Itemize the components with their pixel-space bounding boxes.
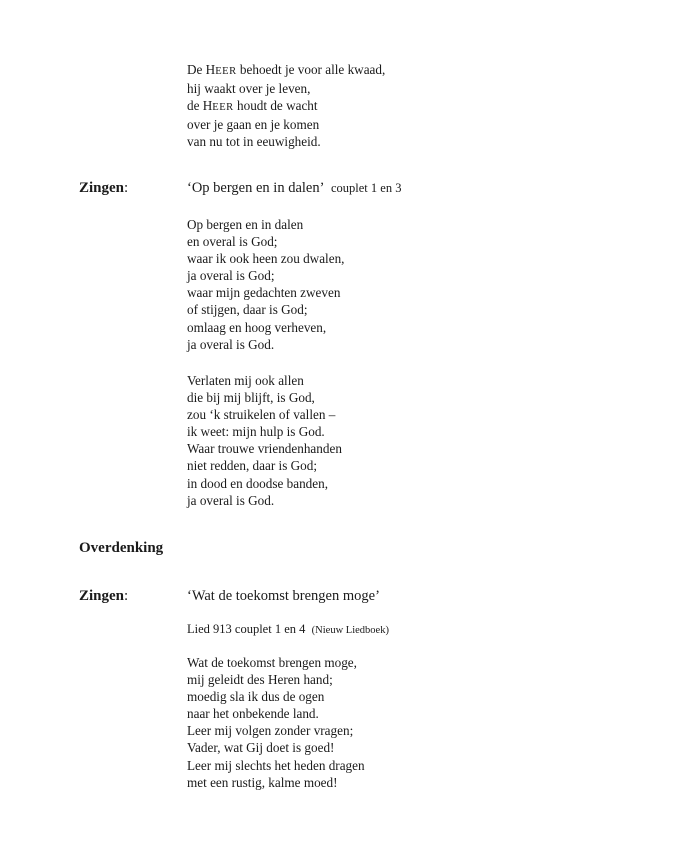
verse-line: omlaag en hoog verheven, — [187, 319, 327, 335]
verse-line: Leer mij slechts het heden dragen — [187, 757, 365, 773]
liedboek-source: (Nieuw Liedboek) — [311, 625, 389, 636]
verse-line: ja overal is God. — [187, 492, 275, 508]
verse-line: Wat de toekomst brengen moge, — [187, 655, 357, 670]
verse-line: met een rustig, kalme moed! — [187, 774, 338, 790]
song-heading-2 — [187, 588, 380, 605]
song-verse-2 — [187, 372, 342, 509]
verse-line: Waar trouwe vriendenhanden — [187, 441, 342, 457]
verse-line: en overal is God; — [187, 234, 278, 250]
song-title: ‘Op bergen en in dalen’ — [187, 180, 324, 196]
verse-line: waar mijn gedachten zweven — [187, 285, 341, 301]
verse-line: ja overal is God; — [187, 268, 275, 284]
verse-line: Verlaten mij ook allen — [187, 373, 304, 388]
psalm-line: van nu tot in eeuwigheid. — [187, 134, 321, 150]
song-verse-3 — [187, 654, 365, 791]
section-label-overdenking: Overdenking — [79, 540, 164, 556]
psalm-text — [187, 61, 385, 150]
verse-line: Op bergen en in dalen — [187, 217, 304, 232]
section-label-zingen-1: Zingen: — [79, 180, 129, 196]
verse-line: die bij mij blijft, is God, — [187, 390, 315, 406]
verse-line: Vader, wat Gij doet is goed! — [187, 740, 335, 756]
psalm-line: hij waakt over je leven, — [187, 81, 311, 97]
verse-line: moedig sla ik dus de ogen — [187, 689, 325, 705]
verse-line: of stijgen, daar is God; — [187, 302, 308, 318]
verse-line: naar het onbekende land. — [187, 706, 319, 722]
song-title: ‘Wat de toekomst brengen moge’ — [187, 588, 380, 604]
verse-line: ik weet: mijn hulp is God. — [187, 424, 325, 440]
verse-line: ja overal is God. — [187, 336, 275, 352]
song-verse-1 — [187, 216, 344, 353]
song-couplet-note: couplet 1 en 3 — [330, 181, 402, 195]
verse-line: Leer mij volgen zonder vragen; — [187, 723, 354, 739]
verse-line: waar ik ook heen zou dwalen, — [187, 251, 345, 267]
psalm-line: de HEER houdt de wacht — [187, 98, 318, 114]
verse-line: zou ‘k struikelen of vallen – — [187, 407, 336, 423]
song-reference — [187, 620, 389, 639]
verse-line: niet redden, daar is God; — [187, 458, 318, 474]
song-heading-1 — [187, 180, 401, 197]
lied-number: Lied 913 couplet 1 en 4 — [187, 622, 306, 636]
psalm-line: over je gaan en je komen — [187, 117, 320, 133]
psalm-line: De HEER behoedt je voor alle kwaad, — [187, 62, 386, 77]
section-label-zingen-2: Zingen: — [79, 588, 129, 604]
verse-line: mij geleidt des Heren hand; — [187, 672, 333, 688]
verse-line: in dood en doodse banden, — [187, 475, 329, 491]
